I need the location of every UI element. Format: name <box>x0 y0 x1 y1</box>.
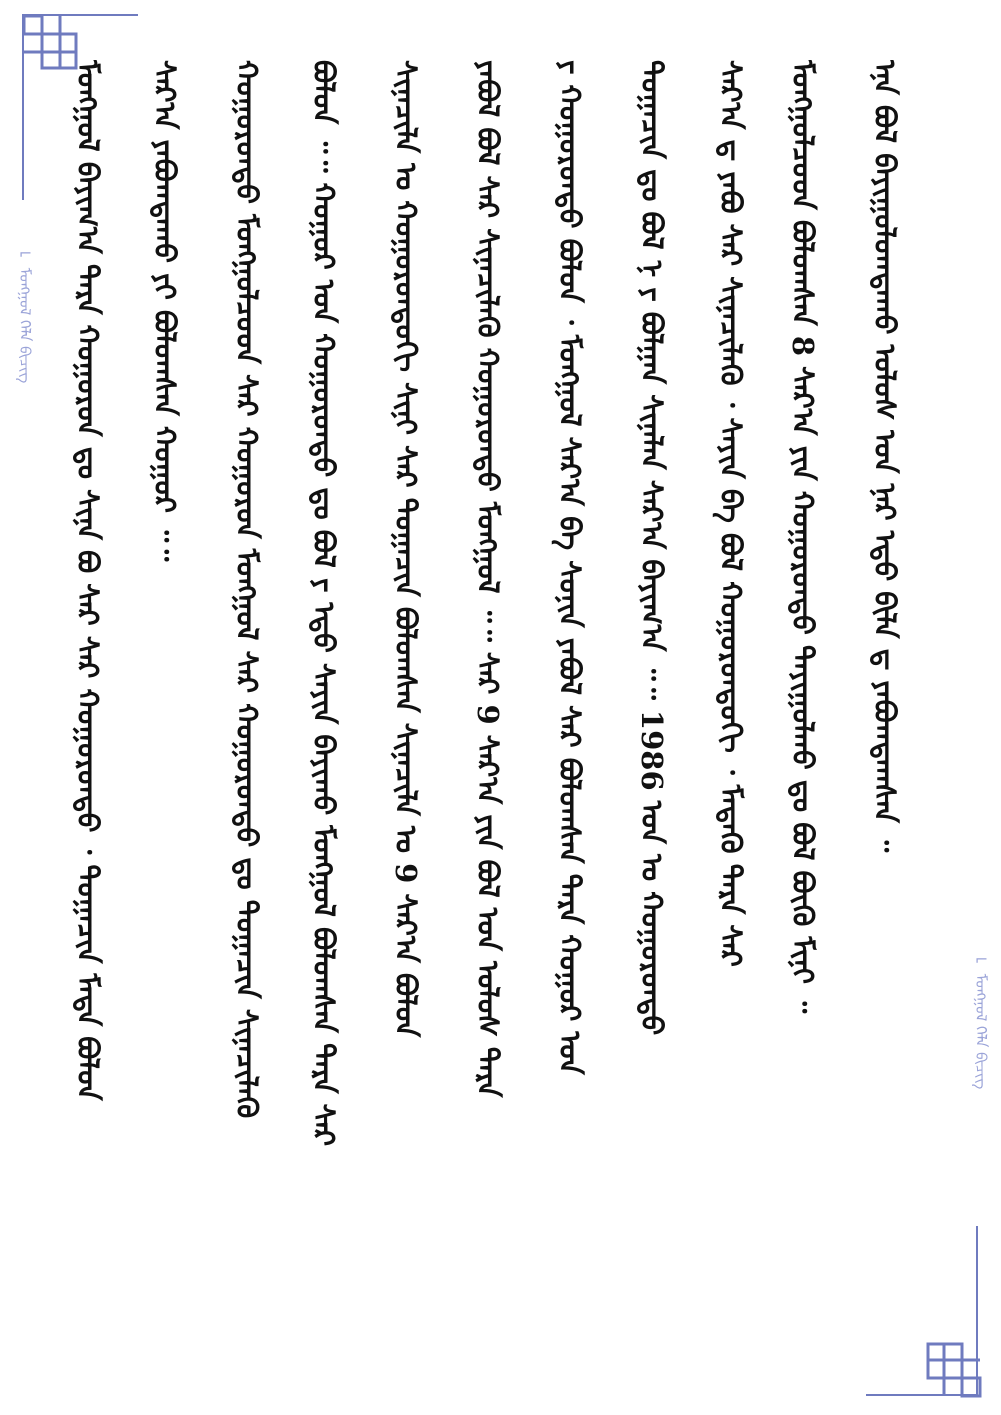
header-side-tag <box>12 244 38 383</box>
bottom-right-knot-ornament <box>922 1338 984 1400</box>
text-line-7: ᠰᠢᠨᠡᠴᠢᠯᠡ ᠤ ᠬᠣᠭᠣᠷᠣᠨᠳᠣᠬᠢ ᠰᠢᠨᠢ ᠰᠠᠷ ᠲᠣᠭᠠᠴᠢᠨ ᠪᠣᠯᠤᠭᠰᠠᠨ ᠰᠢᠨᠡᠴᠢᠯᠡ ᠤ 9 ᠰᠠᠷ᠎ᠠ ᠪᠣᠯᠤᠨ <box>389 60 423 1038</box>
text-line-2: ᠮᠣᠩᠭᠣᠯᠴᠤᠳ ᠪᠣᠯᠤᠭᠰᠠᠨ 8 ᠰᠠᠷ᠎ᠠ ᠶᠢᠨ ᠬᠣᠭᠣᠷᠣᠨᠳᠣ ᠲᠠᠶᠢᠭᠤᠯᠬᠤ ᠳᠤ ᠪᠣᠯ ᠪᠦᠬᠦ ᠮᠢᠨᠢ ᠃ <box>786 60 820 1014</box>
text-line-9: ᠬᠣᠭᠣᠷᠣᠨᠳᠣ ᠮᠣᠩᠭᠣᠯᠴᠤᠳ ᠰᠠᠷ ᠬᠣᠭᠣᠷᠣᠨ ᠮᠣᠩᠭᠣᠯ ᠰᠠᠷ ᠬᠣᠭᠣᠷᠣᠨᠳᠣ ᠳᠤ ᠲᠣᠭᠠᠴᠢᠨ ᠰᠢᠨᠡᠴᠢᠯᠡᠬᠦ <box>230 60 264 1119</box>
text-line-6: ᠶᠠᠪᠤᠯ ᠪᠣᠯ ᠰᠠᠷ ᠰᠢᠨᠡᠴᠢᠯᠡᠬᠦ ᠬᠣᠭᠣᠷᠣᠨᠳᠣ ᠮᠣᠩᠭᠣᠯ ᠃᠃ ᠰᠠᠷ 9 ᠰᠠᠷ᠎ᠠ ᠶᠢᠨ ᠪᠣᠯ ᠤᠨ ᠤᠯᠤᠰ ᠲᠡᠷᠡ <box>471 60 505 1098</box>
header-tag-ornament: ⌐ <box>16 244 35 263</box>
text-line-3: ᠰᠠᠷ᠎ᠠ ᠳ ᠶᠠᠪᠤ ᠰᠠᠷ ᠰᠢᠨᠡᠴᠢᠯᠡᠬᠦ ᠂ ᠰᠠᠶᠢᠨ ᠪᠠ ᠪᠣᠯ ᠬᠣᠭᠣᠷᠣᠨᠳᠣᠬᠢ ᠂ ᠮᠡᠳᠡᠬᠦ ᠲᠡᠷᠡ ᠰᠠᠷ <box>714 60 748 967</box>
text-line-8: ᠪᠣᠯᠤᠨ ᠃᠃ ᠬᠣᠭᠣᠷ ᠤᠨ ᠬᠣᠭᠣᠷᠣᠨᠳᠣ ᠳᠤ ᠪᠣᠯ ᠶ ᠡᠳᠦ ᠰᠠᠶᠢᠨ ᠪᠠᠶᠢᠬᠤ ᠮᠣᠩᠭᠣᠯ ᠪᠣᠯᠤᠭᠰᠠᠨ ᠲᠡᠷᠡ ᠰᠠᠷ <box>307 60 341 1147</box>
body-text <box>60 60 920 1180</box>
text-line-4: ᠲᠣᠭᠠᠴᠢᠨ ᠳᠤ ᠪᠣᠯ ᠨ ᠶ ᠪᠣᠯᠭᠠᠨ ᠰᠢᠨᠡᠯᠡᠨ ᠰᠠᠷ᠎ᠠ ᠪᠠᠶᠢᠭ᠎ᠠ ᠃᠃ 1986 ᠤᠨ ᠤ ᠬᠣᠭᠣᠷᠣᠨᠳᠣ <box>635 60 669 1036</box>
footer-side-tag <box>968 950 994 1089</box>
footer-tag-ornament: ⌐ <box>972 950 991 969</box>
footer-tag-text: ᠮᠣᠩᠭᠣᠯ ᠬᠡᠯᠡ ᠪᠢᠴᠢᠭ <box>972 973 990 1090</box>
header-tag-text: ᠮᠣᠩᠭᠣᠯ ᠬᠡᠯᠡ ᠪᠢᠴᠢᠭ <box>16 267 34 384</box>
text-line-11: ᠮᠣᠩᠭᠣᠯ ᠪᠠᠶᠢᠭ᠎ᠠ ᠲᠡᠷᠡ ᠬᠣᠭᠣᠷᠣᠨ ᠳᠤ ᠰᠢᠨᠡ ᠪᠣ ᠰᠠᠷ ᠰᠠᠷ ᠬᠣᠭᠣᠷᠣᠨᠳᠣ ᠂ ᠲᠣᠭᠠᠴᠢᠨ ᠮᠡᠳᠡ ᠪᠣᠯᠤᠨ <box>71 60 105 1101</box>
text-line-10: ᠰᠠᠷ᠎ᠠ ᠶᠠᠪᠤᠭᠳᠠᠬᠤ ᠶᠢ ᠪᠣᠯᠤᠭᠰᠠᠨ ᠬᠣᠭᠣᠷ ᠃᠃ <box>148 60 182 562</box>
text-line-5: ᠶ ᠬᠣᠭᠣᠷᠣᠨᠳᠣ ᠪᠣᠯᠤᠨ ᠂ ᠮᠣᠩᠭᠣᠯ ᠰᠠᠷ᠎ᠠ ᠪᠠ ᠰᠣᠨᠢᠨ ᠶᠠᠪᠤᠯ ᠰᠠᠷ ᠪᠣᠯᠤᠭᠰᠠᠨ ᠲᠡᠷᠡ ᠬᠣᠭᠣᠷ ᠤᠨ <box>553 60 587 1075</box>
text-line-1: ᠡᠨᠡ ᠪᠣᠯ ᠪᠠᠶᠢᠭᠤᠯᠤᠭᠳᠠᠬᠤ ᠤᠯᠤᠰ ᠤᠨ ᠨᠡᠷ ᠡᠳᠦ ᠪᠢᠯᠡ ᠳ ᠶᠠᠪᠤᠭᠳᠠᠭᠰᠠᠨ ᠃ <box>868 60 902 853</box>
